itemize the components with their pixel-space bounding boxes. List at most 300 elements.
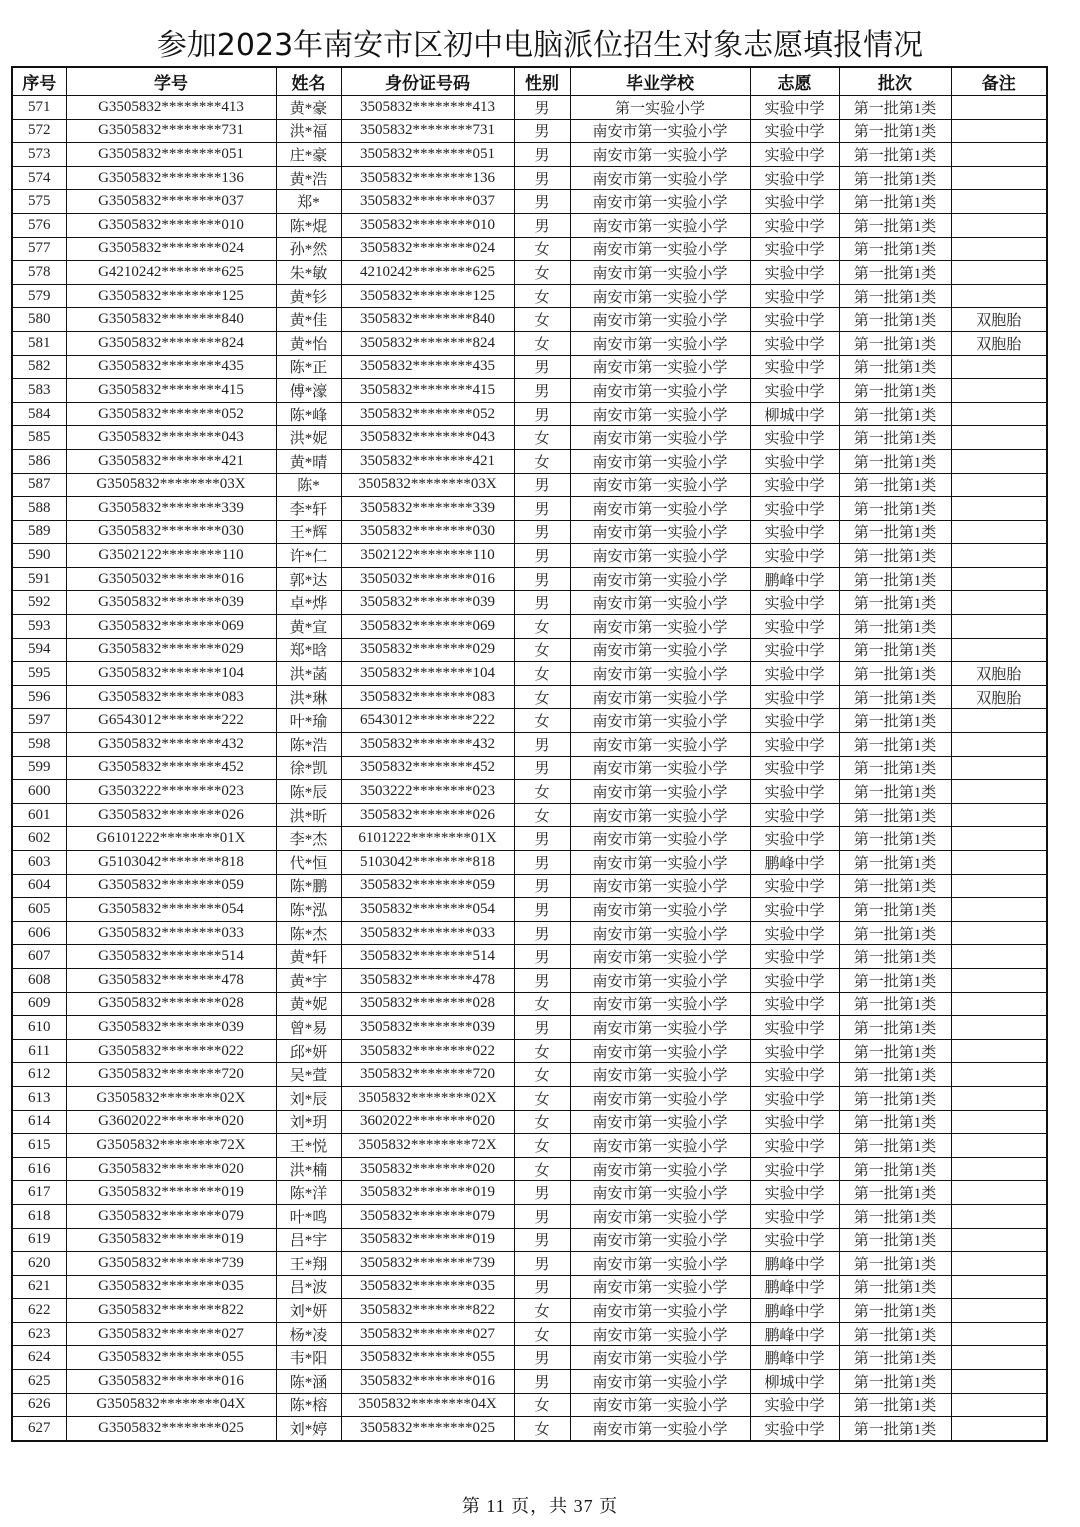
cell-remarks bbox=[951, 544, 1047, 568]
cell-school: 南安市第一实验小学 bbox=[570, 709, 750, 733]
cell-remarks bbox=[951, 1252, 1047, 1276]
cell-name: 王*悦 bbox=[276, 1134, 341, 1158]
cell-preference: 实验中学 bbox=[750, 968, 839, 992]
cell-batch: 第一批第1类 bbox=[839, 921, 951, 945]
cell-batch: 第一批第1类 bbox=[839, 237, 951, 261]
cell-name: 陈*洋 bbox=[276, 1181, 341, 1205]
cell-id-card: 3505832********079 bbox=[341, 1204, 514, 1228]
cell-remarks bbox=[951, 1039, 1047, 1063]
cell-preference: 实验中学 bbox=[750, 803, 839, 827]
cell-batch: 第一批第1类 bbox=[839, 96, 951, 120]
cell-serial: 609 bbox=[12, 992, 66, 1016]
cell-student-id: G3502122********110 bbox=[66, 544, 276, 568]
cell-student-id: G3505832********478 bbox=[66, 968, 276, 992]
cell-remarks bbox=[951, 1204, 1047, 1228]
cell-school: 南安市第一实验小学 bbox=[570, 1016, 750, 1040]
cell-name: 陈*泓 bbox=[276, 898, 341, 922]
cell-gender: 男 bbox=[514, 213, 570, 237]
table-row bbox=[12, 119, 1047, 143]
cell-preference: 实验中学 bbox=[750, 1016, 839, 1040]
cell-serial: 627 bbox=[12, 1417, 66, 1441]
cell-id-card: 3505832********136 bbox=[341, 166, 514, 190]
cell-student-id: G3505832********035 bbox=[66, 1275, 276, 1299]
cell-gender: 男 bbox=[514, 1181, 570, 1205]
cell-school: 南安市第一实验小学 bbox=[570, 166, 750, 190]
table-row bbox=[12, 1204, 1047, 1228]
cell-id-card: 3505832********033 bbox=[341, 921, 514, 945]
table-header-row bbox=[12, 67, 1047, 96]
cell-student-id: G3505832********104 bbox=[66, 662, 276, 686]
cell-id-card: 3505832********435 bbox=[341, 355, 514, 379]
cell-preference: 实验中学 bbox=[750, 780, 839, 804]
cell-preference: 实验中学 bbox=[750, 1204, 839, 1228]
cell-id-card: 3505832********022 bbox=[341, 1039, 514, 1063]
cell-gender: 男 bbox=[514, 874, 570, 898]
cell-school: 南安市第一实验小学 bbox=[570, 1370, 750, 1394]
cell-batch: 第一批第1类 bbox=[839, 1228, 951, 1252]
cell-gender: 男 bbox=[514, 921, 570, 945]
cell-student-id: G3505832********824 bbox=[66, 331, 276, 355]
cell-gender: 男 bbox=[514, 1275, 570, 1299]
cell-id-card: 3505832********019 bbox=[341, 1181, 514, 1205]
cell-gender: 男 bbox=[514, 520, 570, 544]
cell-serial: 615 bbox=[12, 1134, 66, 1158]
cell-student-id: G3505832********029 bbox=[66, 638, 276, 662]
cell-serial: 586 bbox=[12, 449, 66, 473]
cell-preference: 实验中学 bbox=[750, 213, 839, 237]
cell-batch: 第一批第1类 bbox=[839, 213, 951, 237]
cell-name: 洪*菡 bbox=[276, 662, 341, 686]
cell-remarks bbox=[951, 1417, 1047, 1441]
cell-preference: 鹏峰中学 bbox=[750, 851, 839, 875]
cell-school: 南安市第一实验小学 bbox=[570, 591, 750, 615]
cell-preference: 实验中学 bbox=[750, 331, 839, 355]
cell-school: 南安市第一实验小学 bbox=[570, 685, 750, 709]
table-row bbox=[12, 709, 1047, 733]
cell-batch: 第一批第1类 bbox=[839, 166, 951, 190]
cell-remarks bbox=[951, 1322, 1047, 1346]
cell-student-id: G3505832********02X bbox=[66, 1086, 276, 1110]
cell-school: 南安市第一实验小学 bbox=[570, 827, 750, 851]
cell-batch: 第一批第1类 bbox=[839, 567, 951, 591]
cell-gender: 男 bbox=[514, 756, 570, 780]
cell-id-card: 3505832********125 bbox=[341, 284, 514, 308]
cell-id-card: 3505832********514 bbox=[341, 945, 514, 969]
cell-gender: 男 bbox=[514, 355, 570, 379]
table-row bbox=[12, 733, 1047, 757]
cell-batch: 第一批第1类 bbox=[839, 615, 951, 639]
cell-batch: 第一批第1类 bbox=[839, 638, 951, 662]
cell-serial: 620 bbox=[12, 1252, 66, 1276]
cell-school: 南安市第一实验小学 bbox=[570, 1346, 750, 1370]
cell-student-id: G3505832********079 bbox=[66, 1204, 276, 1228]
cell-gender: 女 bbox=[514, 780, 570, 804]
cell-remarks bbox=[951, 780, 1047, 804]
table-row bbox=[12, 1299, 1047, 1323]
cell-preference: 鹏峰中学 bbox=[750, 1275, 839, 1299]
cell-serial: 622 bbox=[12, 1299, 66, 1323]
table-row bbox=[12, 1181, 1047, 1205]
cell-id-card: 3505832********822 bbox=[341, 1299, 514, 1323]
cell-gender: 女 bbox=[514, 331, 570, 355]
cell-preference: 实验中学 bbox=[750, 190, 839, 214]
cell-school: 南安市第一实验小学 bbox=[570, 308, 750, 332]
cell-batch: 第一批第1类 bbox=[839, 968, 951, 992]
cell-serial: 617 bbox=[12, 1181, 66, 1205]
cell-remarks bbox=[951, 143, 1047, 167]
cell-name: 陈* bbox=[276, 473, 341, 497]
cell-student-id: G3505832********033 bbox=[66, 921, 276, 945]
cell-name: 韦*阳 bbox=[276, 1346, 341, 1370]
cell-id-card: 3505832********027 bbox=[341, 1322, 514, 1346]
cell-remarks bbox=[951, 1393, 1047, 1417]
cell-gender: 男 bbox=[514, 544, 570, 568]
cell-id-card: 3505832********083 bbox=[341, 685, 514, 709]
cell-gender: 男 bbox=[514, 1346, 570, 1370]
cell-batch: 第一批第1类 bbox=[839, 261, 951, 285]
cell-id-card: 3505832********025 bbox=[341, 1417, 514, 1441]
cell-name: 黄*宣 bbox=[276, 615, 341, 639]
cell-remarks bbox=[951, 1299, 1047, 1323]
cell-remarks bbox=[951, 1110, 1047, 1134]
cell-gender: 女 bbox=[514, 237, 570, 261]
cell-id-card: 3505832********051 bbox=[341, 143, 514, 167]
cell-serial: 588 bbox=[12, 497, 66, 521]
table-row bbox=[12, 685, 1047, 709]
cell-batch: 第一批第1类 bbox=[839, 379, 951, 403]
cell-id-card: 3505832********824 bbox=[341, 331, 514, 355]
cell-school: 南安市第一实验小学 bbox=[570, 1134, 750, 1158]
cell-id-card: 6543012********222 bbox=[341, 709, 514, 733]
cell-school: 南安市第一实验小学 bbox=[570, 1275, 750, 1299]
cell-name: 王*辉 bbox=[276, 520, 341, 544]
cell-name: 陈*鹏 bbox=[276, 874, 341, 898]
cell-preference: 实验中学 bbox=[750, 1157, 839, 1181]
cell-student-id: G3505832********731 bbox=[66, 119, 276, 143]
cell-name: 陈*榕 bbox=[276, 1393, 341, 1417]
cell-batch: 第一批第1类 bbox=[839, 1039, 951, 1063]
cell-serial: 606 bbox=[12, 921, 66, 945]
cell-gender: 男 bbox=[514, 119, 570, 143]
cell-batch: 第一批第1类 bbox=[839, 827, 951, 851]
cell-serial: 584 bbox=[12, 402, 66, 426]
cell-remarks bbox=[951, 96, 1047, 120]
cell-remarks bbox=[951, 733, 1047, 757]
cell-batch: 第一批第1类 bbox=[839, 426, 951, 450]
cell-batch: 第一批第1类 bbox=[839, 284, 951, 308]
cell-student-id: G3503222********023 bbox=[66, 780, 276, 804]
cell-school: 南安市第一实验小学 bbox=[570, 945, 750, 969]
cell-id-card: 3505832********421 bbox=[341, 449, 514, 473]
cell-gender: 女 bbox=[514, 426, 570, 450]
cell-gender: 男 bbox=[514, 945, 570, 969]
cell-school: 南安市第一实验小学 bbox=[570, 1322, 750, 1346]
cell-remarks: 双胞胎 bbox=[951, 331, 1047, 355]
cell-preference: 实验中学 bbox=[750, 143, 839, 167]
cell-gender: 女 bbox=[514, 1086, 570, 1110]
cell-student-id: G6101222********01X bbox=[66, 827, 276, 851]
cell-gender: 男 bbox=[514, 497, 570, 521]
cell-student-id: G3505832********083 bbox=[66, 685, 276, 709]
cell-preference: 实验中学 bbox=[750, 638, 839, 662]
cell-preference: 实验中学 bbox=[750, 1110, 839, 1134]
table-row bbox=[12, 1157, 1047, 1181]
cell-name: 陈*峰 bbox=[276, 402, 341, 426]
cell-school: 南安市第一实验小学 bbox=[570, 1393, 750, 1417]
header-serial: 序号 bbox=[12, 67, 66, 96]
cell-serial: 597 bbox=[12, 709, 66, 733]
cell-school: 南安市第一实验小学 bbox=[570, 1299, 750, 1323]
cell-gender: 男 bbox=[514, 402, 570, 426]
cell-student-id: G3505032********016 bbox=[66, 567, 276, 591]
enrollment-table bbox=[11, 66, 1048, 1442]
cell-batch: 第一批第1类 bbox=[839, 544, 951, 568]
cell-serial: 582 bbox=[12, 355, 66, 379]
header-batch: 批次 bbox=[839, 67, 951, 96]
cell-gender: 女 bbox=[514, 709, 570, 733]
cell-remarks bbox=[951, 190, 1047, 214]
cell-id-card: 3505832********039 bbox=[341, 591, 514, 615]
cell-school: 南安市第一实验小学 bbox=[570, 968, 750, 992]
cell-remarks bbox=[951, 449, 1047, 473]
cell-id-card: 3505832********413 bbox=[341, 96, 514, 120]
cell-gender: 男 bbox=[514, 567, 570, 591]
cell-remarks bbox=[951, 945, 1047, 969]
cell-student-id: G3505832********415 bbox=[66, 379, 276, 403]
table-row bbox=[12, 497, 1047, 521]
cell-student-id: G3505832********025 bbox=[66, 1417, 276, 1441]
cell-student-id: G3505832********039 bbox=[66, 591, 276, 615]
cell-serial: 591 bbox=[12, 567, 66, 591]
cell-gender: 女 bbox=[514, 685, 570, 709]
cell-gender: 男 bbox=[514, 473, 570, 497]
cell-preference: 实验中学 bbox=[750, 1417, 839, 1441]
cell-remarks bbox=[951, 874, 1047, 898]
cell-serial: 603 bbox=[12, 851, 66, 875]
table-row bbox=[12, 449, 1047, 473]
cell-name: 洪*琳 bbox=[276, 685, 341, 709]
cell-preference: 实验中学 bbox=[750, 662, 839, 686]
cell-school: 南安市第一实验小学 bbox=[570, 662, 750, 686]
cell-school: 南安市第一实验小学 bbox=[570, 497, 750, 521]
cell-school: 南安市第一实验小学 bbox=[570, 921, 750, 945]
cell-school: 南安市第一实验小学 bbox=[570, 756, 750, 780]
cell-id-card: 3505832********052 bbox=[341, 402, 514, 426]
cell-name: 吕*宇 bbox=[276, 1228, 341, 1252]
cell-student-id: G3505832********026 bbox=[66, 803, 276, 827]
cell-preference: 实验中学 bbox=[750, 544, 839, 568]
table-row bbox=[12, 968, 1047, 992]
cell-serial: 572 bbox=[12, 119, 66, 143]
cell-school: 南安市第一实验小学 bbox=[570, 638, 750, 662]
cell-serial: 614 bbox=[12, 1110, 66, 1134]
cell-name: 代*恒 bbox=[276, 851, 341, 875]
cell-id-card: 3505832********739 bbox=[341, 1252, 514, 1276]
table-row bbox=[12, 591, 1047, 615]
cell-serial: 571 bbox=[12, 96, 66, 120]
cell-name: 刘*妍 bbox=[276, 1299, 341, 1323]
cell-school: 南安市第一实验小学 bbox=[570, 898, 750, 922]
cell-remarks bbox=[951, 355, 1047, 379]
cell-preference: 实验中学 bbox=[750, 261, 839, 285]
document-title: 参加2023年南安市区初中电脑派位招生对象志愿填报情况 bbox=[156, 28, 924, 63]
cell-id-card: 3505032********016 bbox=[341, 567, 514, 591]
table-row bbox=[12, 1110, 1047, 1134]
cell-gender: 男 bbox=[514, 733, 570, 757]
cell-school: 南安市第一实验小学 bbox=[570, 119, 750, 143]
cell-id-card: 3505832********478 bbox=[341, 968, 514, 992]
table-row bbox=[12, 544, 1047, 568]
cell-id-card: 3505832********02X bbox=[341, 1086, 514, 1110]
cell-batch: 第一批第1类 bbox=[839, 591, 951, 615]
cell-batch: 第一批第1类 bbox=[839, 190, 951, 214]
cell-name: 郑* bbox=[276, 190, 341, 214]
cell-id-card: 3505832********055 bbox=[341, 1346, 514, 1370]
cell-student-id: G3505832********840 bbox=[66, 308, 276, 332]
cell-name: 陈*辰 bbox=[276, 780, 341, 804]
cell-student-id: G3505832********010 bbox=[66, 213, 276, 237]
cell-id-card: 3505832********04X bbox=[341, 1393, 514, 1417]
cell-remarks bbox=[951, 1134, 1047, 1158]
table-row bbox=[12, 284, 1047, 308]
cell-gender: 男 bbox=[514, 190, 570, 214]
cell-preference: 实验中学 bbox=[750, 827, 839, 851]
table-row bbox=[12, 1086, 1047, 1110]
table-row bbox=[12, 143, 1047, 167]
table-row bbox=[12, 921, 1047, 945]
cell-id-card: 3505832********026 bbox=[341, 803, 514, 827]
cell-student-id: G3505832********019 bbox=[66, 1228, 276, 1252]
header-student-id: 学号 bbox=[66, 67, 276, 96]
cell-school: 南安市第一实验小学 bbox=[570, 426, 750, 450]
cell-name: 洪*福 bbox=[276, 119, 341, 143]
cell-student-id: G3505832********720 bbox=[66, 1063, 276, 1087]
table-row bbox=[12, 567, 1047, 591]
cell-school: 第一实验小学 bbox=[570, 96, 750, 120]
cell-student-id: G3505832********052 bbox=[66, 402, 276, 426]
cell-preference: 实验中学 bbox=[750, 1181, 839, 1205]
cell-school: 南安市第一实验小学 bbox=[570, 190, 750, 214]
cell-name: 郑*晗 bbox=[276, 638, 341, 662]
cell-student-id: G3505832********037 bbox=[66, 190, 276, 214]
cell-school: 南安市第一实验小学 bbox=[570, 284, 750, 308]
cell-school: 南安市第一实验小学 bbox=[570, 803, 750, 827]
cell-preference: 实验中学 bbox=[750, 355, 839, 379]
cell-serial: 594 bbox=[12, 638, 66, 662]
cell-remarks bbox=[951, 756, 1047, 780]
cell-gender: 男 bbox=[514, 1204, 570, 1228]
cell-student-id: G3505832********435 bbox=[66, 355, 276, 379]
cell-gender: 男 bbox=[514, 1370, 570, 1394]
cell-id-card: 3505832********043 bbox=[341, 426, 514, 450]
cell-name: 黄*轩 bbox=[276, 945, 341, 969]
cell-gender: 男 bbox=[514, 96, 570, 120]
cell-name: 庄*豪 bbox=[276, 143, 341, 167]
cell-gender: 女 bbox=[514, 1322, 570, 1346]
table-row bbox=[12, 662, 1047, 686]
cell-student-id: G3505832********739 bbox=[66, 1252, 276, 1276]
table-row bbox=[12, 426, 1047, 450]
cell-remarks bbox=[951, 166, 1047, 190]
cell-student-id: G3505832********054 bbox=[66, 898, 276, 922]
cell-student-id: G3505832********039 bbox=[66, 1016, 276, 1040]
cell-gender: 女 bbox=[514, 1063, 570, 1087]
cell-remarks bbox=[951, 567, 1047, 591]
cell-serial: 618 bbox=[12, 1204, 66, 1228]
cell-name: 吴*萱 bbox=[276, 1063, 341, 1087]
cell-gender: 女 bbox=[514, 638, 570, 662]
cell-remarks bbox=[951, 1016, 1047, 1040]
cell-name: 刘*婷 bbox=[276, 1417, 341, 1441]
cell-preference: 实验中学 bbox=[750, 1086, 839, 1110]
cell-school: 南安市第一实验小学 bbox=[570, 1228, 750, 1252]
cell-remarks bbox=[951, 1157, 1047, 1181]
cell-remarks: 双胞胎 bbox=[951, 685, 1047, 709]
cell-id-card: 3602022********020 bbox=[341, 1110, 514, 1134]
cell-remarks bbox=[951, 803, 1047, 827]
cell-batch: 第一批第1类 bbox=[839, 709, 951, 733]
cell-remarks bbox=[951, 615, 1047, 639]
table-row bbox=[12, 1228, 1047, 1252]
cell-school: 南安市第一实验小学 bbox=[570, 213, 750, 237]
cell-id-card: 3505832********03X bbox=[341, 473, 514, 497]
cell-serial: 613 bbox=[12, 1086, 66, 1110]
cell-student-id: G3505832********016 bbox=[66, 1370, 276, 1394]
table-row bbox=[12, 96, 1047, 120]
cell-student-id: G3505832********019 bbox=[66, 1181, 276, 1205]
cell-student-id: G3505832********339 bbox=[66, 497, 276, 521]
cell-gender: 女 bbox=[514, 1110, 570, 1134]
cell-serial: 626 bbox=[12, 1393, 66, 1417]
cell-batch: 第一批第1类 bbox=[839, 1370, 951, 1394]
cell-student-id: G3505832********043 bbox=[66, 426, 276, 450]
cell-remarks bbox=[951, 898, 1047, 922]
cell-remarks bbox=[951, 284, 1047, 308]
cell-remarks bbox=[951, 1346, 1047, 1370]
cell-serial: 604 bbox=[12, 874, 66, 898]
cell-preference: 实验中学 bbox=[750, 284, 839, 308]
cell-name: 卓*烨 bbox=[276, 591, 341, 615]
cell-preference: 柳城中学 bbox=[750, 402, 839, 426]
table-row bbox=[12, 1016, 1047, 1040]
cell-preference: 实验中学 bbox=[750, 520, 839, 544]
table-row bbox=[12, 898, 1047, 922]
cell-id-card: 3505832********028 bbox=[341, 992, 514, 1016]
cell-remarks bbox=[951, 520, 1047, 544]
cell-remarks bbox=[951, 1370, 1047, 1394]
cell-serial: 596 bbox=[12, 685, 66, 709]
cell-id-card: 3505832********030 bbox=[341, 520, 514, 544]
cell-serial: 619 bbox=[12, 1228, 66, 1252]
cell-remarks bbox=[951, 827, 1047, 851]
cell-name: 李*杰 bbox=[276, 827, 341, 851]
cell-id-card: 3505832********415 bbox=[341, 379, 514, 403]
table-row bbox=[12, 1417, 1047, 1441]
cell-remarks bbox=[951, 261, 1047, 285]
cell-preference: 实验中学 bbox=[750, 992, 839, 1016]
cell-remarks bbox=[951, 968, 1047, 992]
table-row bbox=[12, 520, 1047, 544]
cell-remarks bbox=[951, 1275, 1047, 1299]
cell-school: 南安市第一实验小学 bbox=[570, 544, 750, 568]
cell-serial: 573 bbox=[12, 143, 66, 167]
cell-preference: 实验中学 bbox=[750, 449, 839, 473]
header-id-card: 身份证号码 bbox=[341, 67, 514, 96]
table-row bbox=[12, 190, 1047, 214]
table-row bbox=[12, 473, 1047, 497]
cell-name: 刘*辰 bbox=[276, 1086, 341, 1110]
cell-preference: 实验中学 bbox=[750, 96, 839, 120]
